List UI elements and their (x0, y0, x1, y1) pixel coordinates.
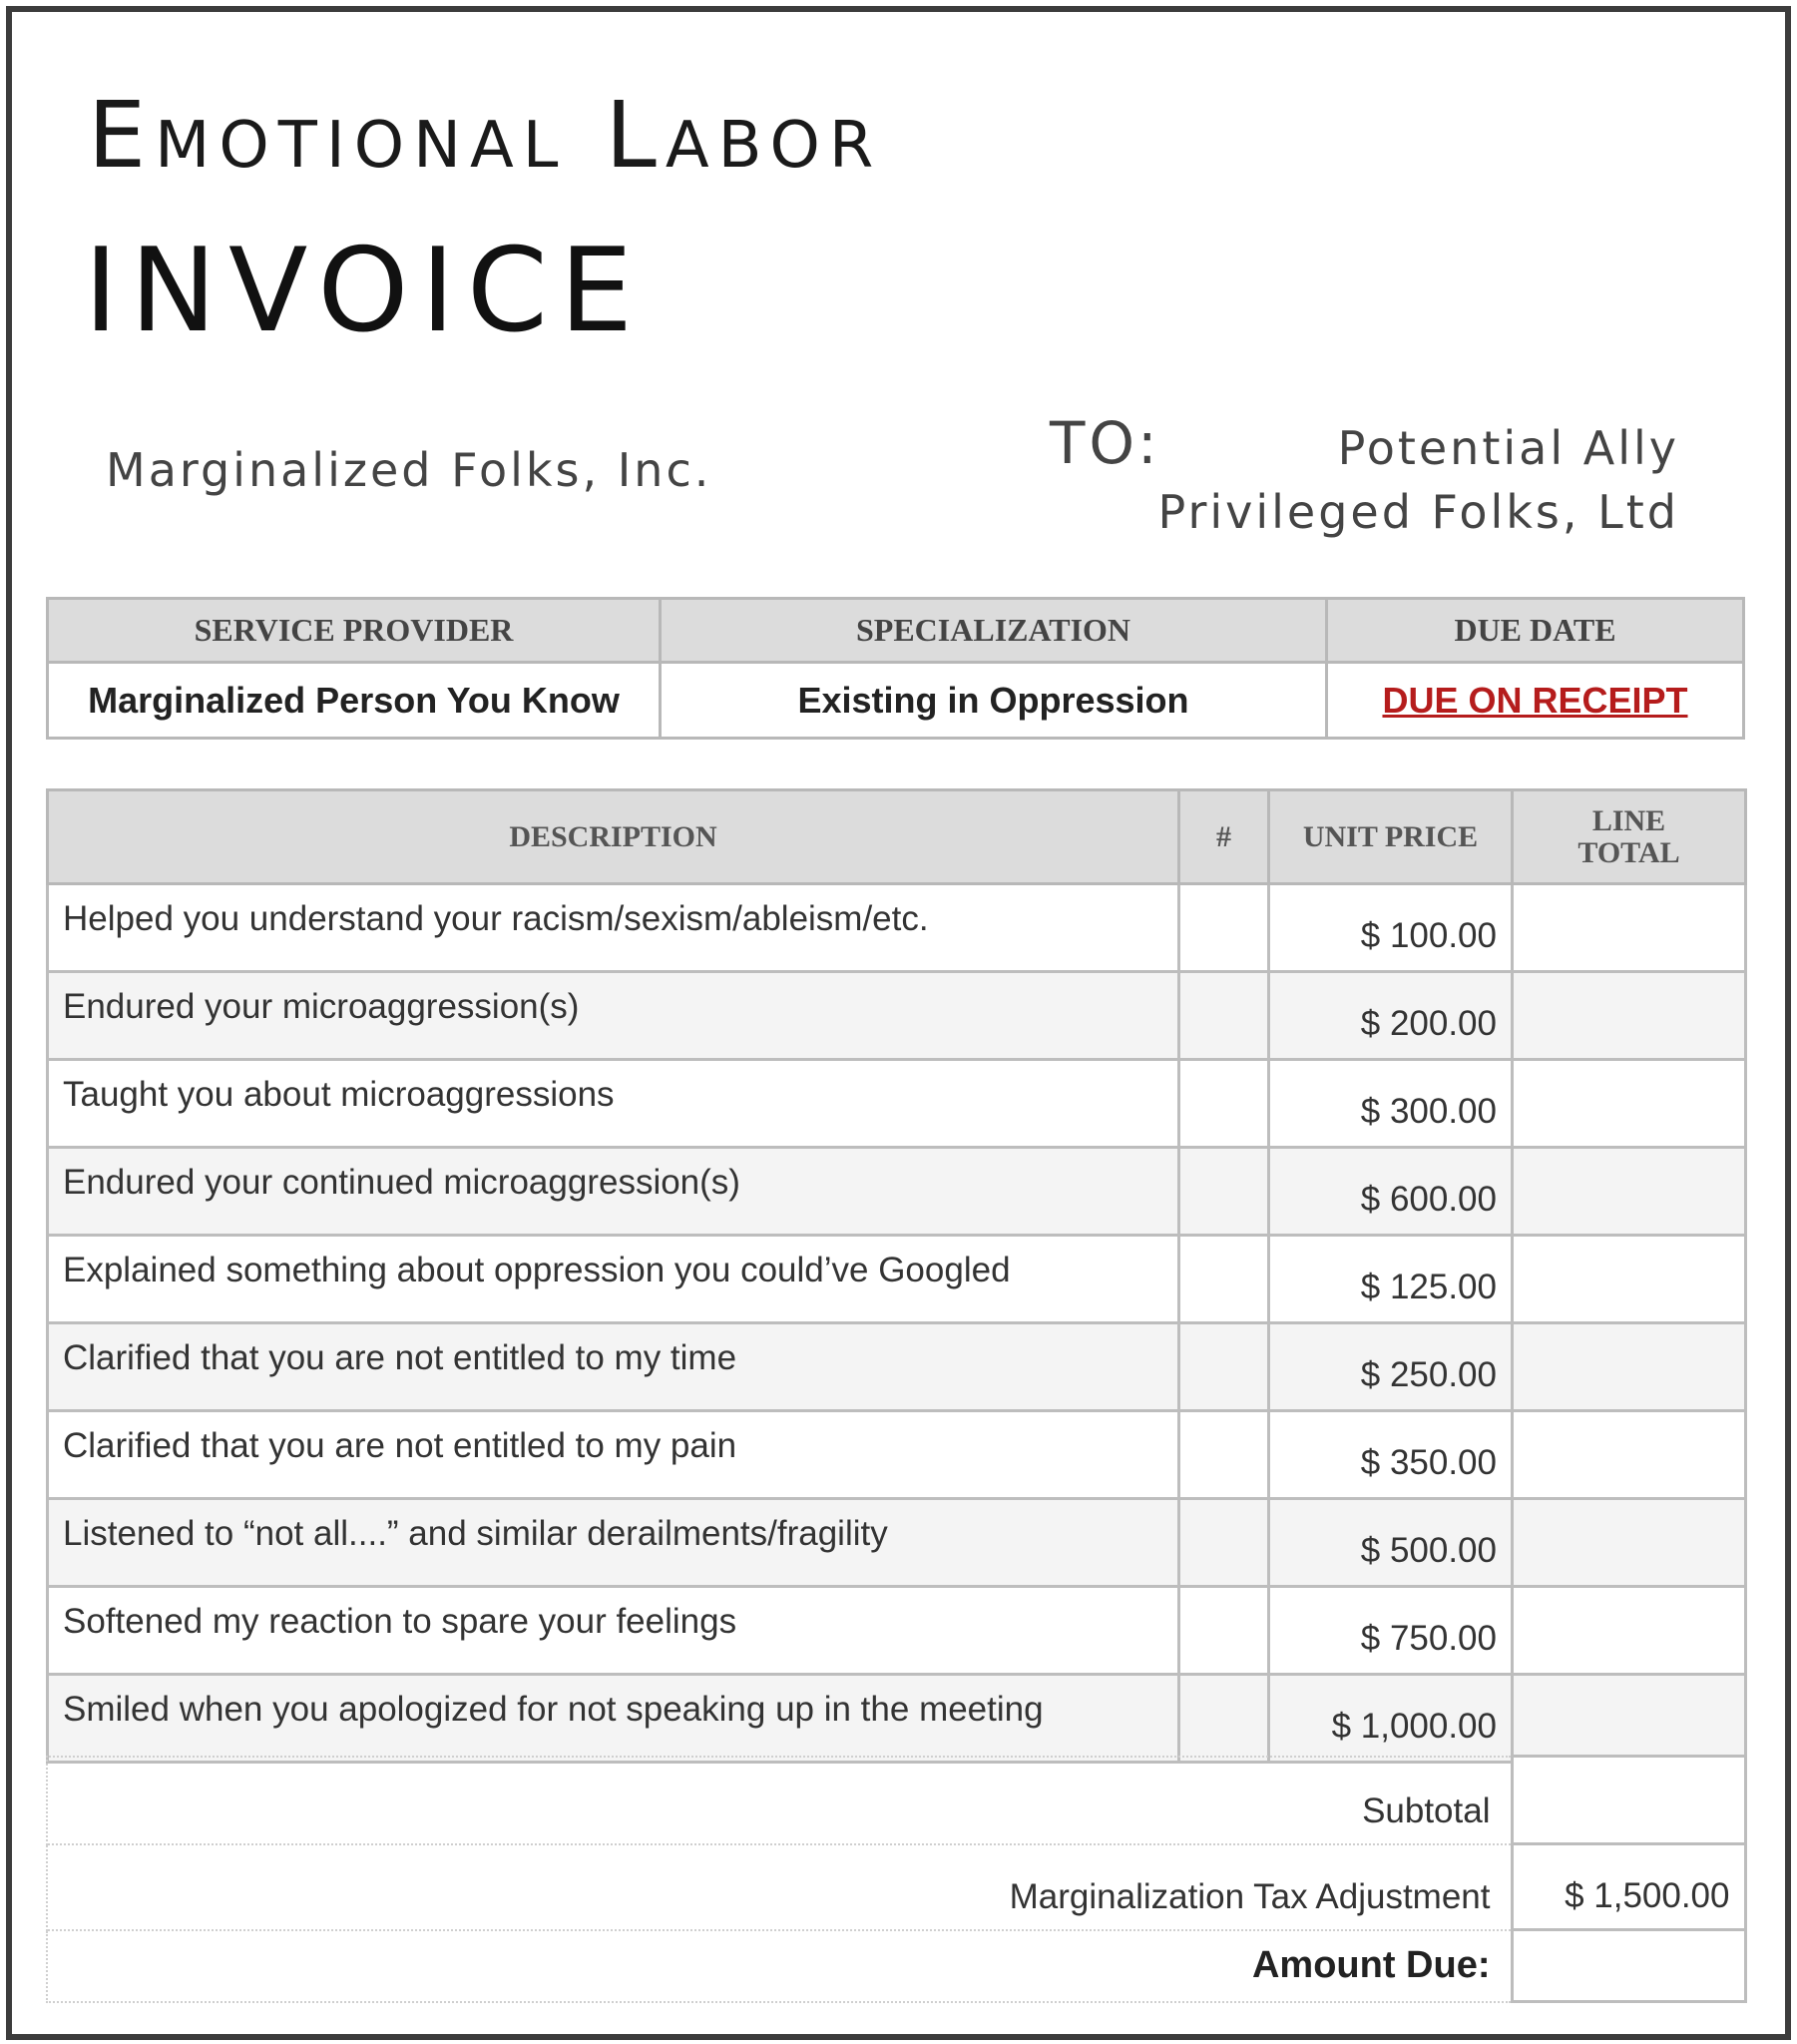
row-unit-price: $ 250.00 (1269, 1323, 1513, 1411)
row-unit-price: $ 1,000.00 (1269, 1675, 1513, 1763)
header-line-total-2: TOTAL (1577, 835, 1680, 869)
row-description: Smiled when you apologized for not speaking up in the meeting (48, 1675, 1179, 1763)
row-qty (1179, 1060, 1269, 1148)
table-row (48, 884, 1746, 972)
table-row (48, 1323, 1746, 1411)
from-company: Marginalized Folks, Inc. (106, 443, 712, 497)
table-row (48, 1148, 1746, 1236)
row-line-total (1513, 1499, 1746, 1587)
row-line-total (1513, 1060, 1746, 1148)
invoice-title-line2: INVOICE (84, 224, 646, 358)
header-description: DESCRIPTION (48, 790, 1179, 884)
row-qty (1179, 884, 1269, 972)
row-description: Softened my reaction to spare your feelings (48, 1587, 1179, 1675)
specialization-value: Existing in Oppression (661, 663, 1327, 739)
row-unit-price: $ 600.00 (1269, 1148, 1513, 1236)
table-row (48, 972, 1746, 1060)
to-label: TO: (1050, 409, 1161, 477)
row-line-total (1513, 1148, 1746, 1236)
to-company: Privileged Folks, Ltd (1157, 485, 1679, 539)
row-unit-price: $ 200.00 (1269, 972, 1513, 1060)
row-qty (1179, 1236, 1269, 1323)
table-row (48, 1675, 1746, 1763)
info-table (46, 597, 1745, 740)
row-description: Clarified that you are not entitled to my time (48, 1323, 1179, 1411)
header-line-total (1513, 790, 1746, 884)
header-line-total-1: LINE (1591, 804, 1666, 837)
table-row (48, 1587, 1746, 1675)
subtotal-label: Subtotal (47, 1757, 1512, 1844)
header-service-provider: SERVICE PROVIDER (48, 599, 661, 663)
row-description: Endured your continued microaggression(s) (48, 1148, 1179, 1236)
invoice-title-line1: Emotional Labor (88, 82, 883, 189)
row-line-total (1513, 1587, 1746, 1675)
invoice-page (6, 6, 1791, 2040)
amount-due-label: Amount Due: (47, 1930, 1512, 2002)
row-unit-price: $ 300.00 (1269, 1060, 1513, 1148)
row-description: Clarified that you are not entitled to my pain (48, 1411, 1179, 1499)
items-table (46, 788, 1747, 1764)
row-unit-price: $ 500.00 (1269, 1499, 1513, 1587)
header-due-date: DUE DATE (1327, 599, 1744, 663)
row-qty (1179, 1675, 1269, 1763)
row-line-total (1513, 884, 1746, 972)
row-qty (1179, 972, 1269, 1060)
summary-table (46, 1755, 1747, 2003)
to-name: Potential Ally (1337, 421, 1679, 475)
tax-adjustment-label: Marginalization Tax Adjustment (47, 1844, 1512, 1930)
row-line-total (1513, 1236, 1746, 1323)
header-unit-price: UNIT PRICE (1269, 790, 1513, 884)
table-row (48, 1236, 1746, 1323)
table-row (48, 1499, 1746, 1587)
row-qty (1179, 1148, 1269, 1236)
row-unit-price: $ 750.00 (1269, 1587, 1513, 1675)
header-specialization: SPECIALIZATION (661, 599, 1327, 663)
service-provider-value: Marginalized Person You Know (48, 663, 661, 739)
row-description: Listened to “not all....” and similar derailments/fragility (48, 1499, 1179, 1587)
row-qty (1179, 1323, 1269, 1411)
row-qty (1179, 1411, 1269, 1499)
row-description: Helped you understand your racism/sexism/ableism/etc. (48, 884, 1179, 972)
amount-due-value (1512, 1930, 1745, 2002)
row-unit-price: $ 350.00 (1269, 1411, 1513, 1499)
row-unit-price: $ 125.00 (1269, 1236, 1513, 1323)
row-line-total (1513, 1323, 1746, 1411)
subtotal-value (1512, 1757, 1745, 1844)
table-row (48, 1060, 1746, 1148)
row-line-total (1513, 1675, 1746, 1763)
header-qty: # (1179, 790, 1269, 884)
row-line-total (1513, 972, 1746, 1060)
tax-adjustment-value: $ 1,500.00 (1512, 1844, 1745, 1930)
row-description: Explained something about oppression you could’ve Googled (48, 1236, 1179, 1323)
row-qty (1179, 1499, 1269, 1587)
row-description: Endured your microaggression(s) (48, 972, 1179, 1060)
row-line-total (1513, 1411, 1746, 1499)
row-description: Taught you about microaggressions (48, 1060, 1179, 1148)
row-qty (1179, 1587, 1269, 1675)
row-unit-price: $ 100.00 (1269, 884, 1513, 972)
due-date-value: DUE ON RECEIPT (1327, 663, 1744, 739)
table-row (48, 1411, 1746, 1499)
